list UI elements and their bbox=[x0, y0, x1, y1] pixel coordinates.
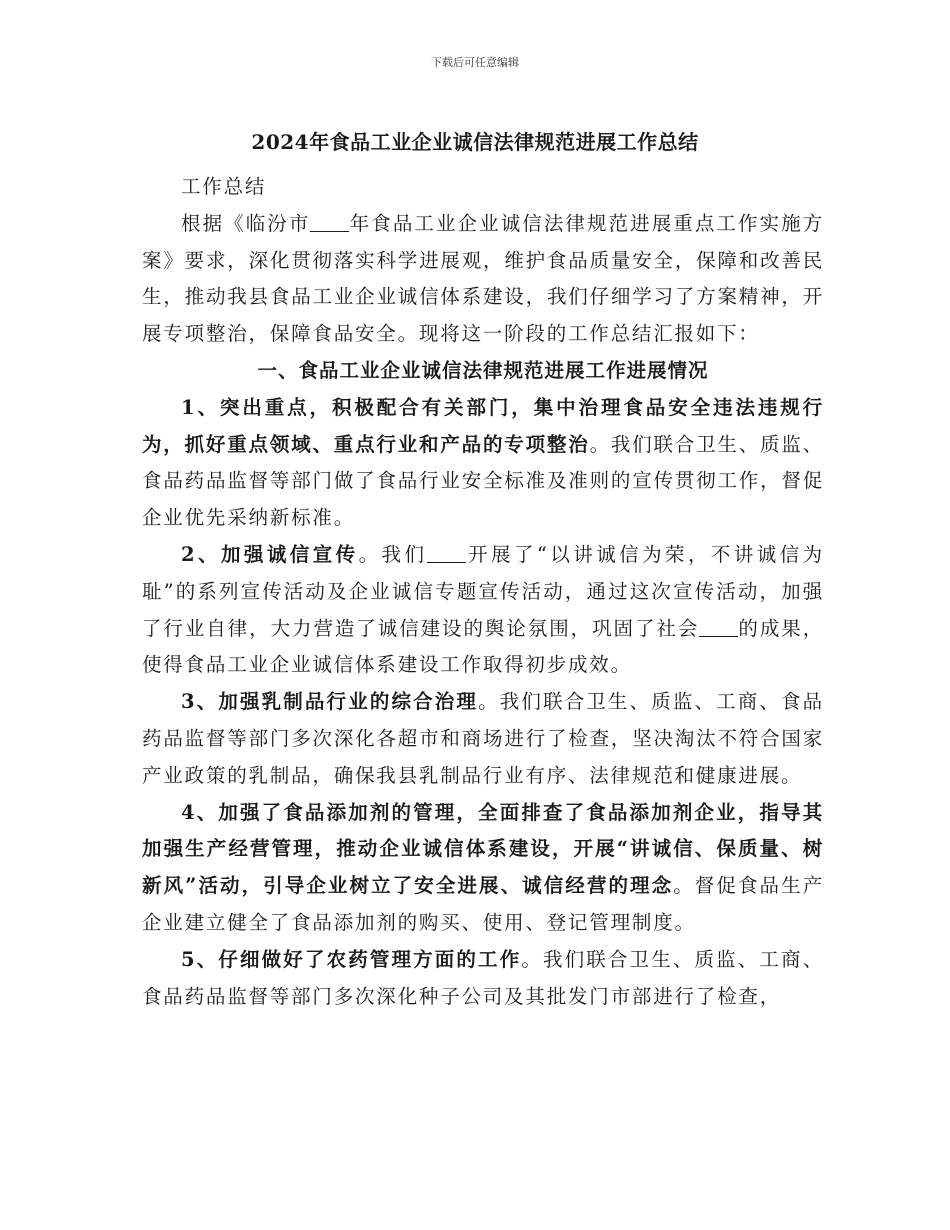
fill-blank bbox=[427, 542, 466, 563]
item-3-heading: 3、加强乳制品行业的综合治理 bbox=[181, 690, 479, 714]
intro-paragraph bbox=[142, 206, 824, 353]
header-note: 下载后可任意编辑 bbox=[431, 56, 519, 69]
item-2-heading: 2、加强诚信宣传 bbox=[181, 542, 359, 566]
item-5-text: 。我们联合卫生、质监、工商、食品药品监督等部门多次深化种子公司及其批发门市部进行了检查， bbox=[142, 947, 824, 1008]
item-paragraph-5 bbox=[142, 942, 824, 1016]
document-body bbox=[142, 169, 824, 1015]
item-1-heading: 1、突出重点，积极配合有关部门，集中治理食品安全违法违规行为，抓好重点领域、重点行业和产品的专项整治 bbox=[142, 395, 824, 456]
item-5-heading: 5、仔细做好了农药管理方面的工作 bbox=[181, 947, 522, 971]
item-4-text: 。督促食品生产企业建立健全了食品添加剂的购买、使用、登记管理制度。 bbox=[142, 874, 824, 934]
item-3-text: 。我们联合卫生、质监、工商、食品药品监督等部门多次深化各超市和商场进行了检查，坚决淘汰不符合国家产业政策的乳制品，确保我县乳制品行业有序、法律规范和健康进展。 bbox=[142, 690, 824, 787]
item-paragraph-4 bbox=[142, 795, 824, 942]
intro-text-part1: 根据《临汾市 bbox=[181, 211, 311, 235]
intro-text-part2: 年食品工业企业诚信法律规范进展重点工作实施方案》要求，深化贯彻落实科学进展观，维护食品质量安全，保障和改善民生，推动我县食品工业企业诚信体系建设，我们仔细学习了方案精神，开展专项整治，保障食品安全。现将这一阶段的工作总结汇报如下： bbox=[142, 211, 824, 346]
item-paragraph-3 bbox=[142, 684, 824, 794]
item-4-heading: 4、加强了食品添加剂的管理，全面排查了食品添加剂企业，指导其加强生产经营管理，推动企业诚信体系建设，开展“讲诚信、保质量、树新风”活动，引导企业树立了安全进展、诚信经营的理念 bbox=[142, 800, 824, 898]
item-paragraph-1 bbox=[142, 390, 824, 537]
item-2-text-a: 。我们 bbox=[358, 542, 428, 566]
item-2-text-c: 的成果，使得食品工业企业诚信体系建设工作取得初步成效。 bbox=[142, 616, 824, 677]
item-paragraph-2 bbox=[142, 537, 824, 684]
item-2-text-b: 开展了“以讲诚信为荣，不讲诚信为耻”的系列宣传活动及企业诚信专题宣传活动，通过这次宣传活动，加强了行业自律，大力营造了诚信建设的舆论氛围，巩固了社会 bbox=[142, 542, 824, 640]
subtitle-label: 工作总结 bbox=[181, 175, 267, 198]
item-1-text: 。我们联合卫生、质监、食品药品监督等部门做了食品行业安全标准及准则的宣传贯彻工作，督促企业优先采纳新标准。 bbox=[142, 432, 824, 530]
document-title: 2024年食品工业企业诚信法律规范进展工作总结 bbox=[251, 130, 699, 154]
fill-blank bbox=[699, 616, 738, 637]
fill-blank bbox=[310, 211, 349, 232]
section-heading: 一、食品工业企业诚信法律规范进展工作进展情况 bbox=[257, 358, 709, 382]
